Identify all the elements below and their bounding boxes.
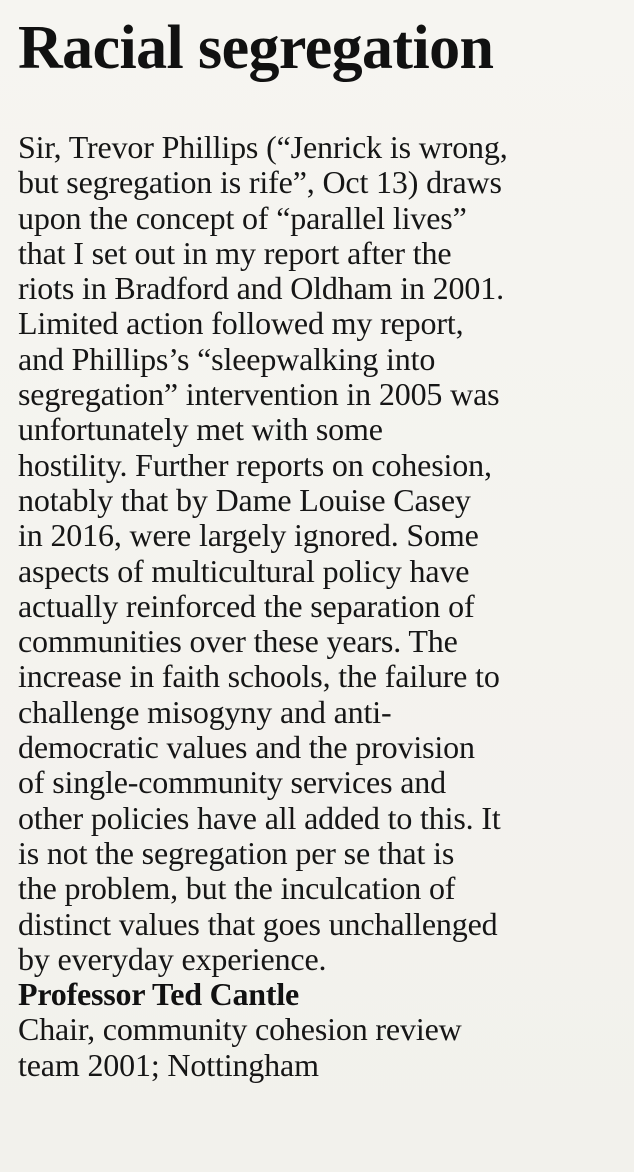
body-line: Sir, Trevor Phillips (“Jenrick is wrong,	[18, 129, 508, 165]
body-line: the problem, but the inculcation of	[18, 870, 456, 907]
body-line: upon the concept of “parallel lives”	[18, 199, 467, 236]
body-line: but segregation is rife”, Oct 13) draws	[18, 164, 502, 201]
body-line: riots in Bradford and Oldham in 2001.	[18, 270, 504, 307]
body-line: challenge misogyny and anti-	[18, 693, 392, 730]
author-title-line: Chair, community cohesion review	[18, 1011, 462, 1048]
body-line: democratic values and the provision	[18, 729, 475, 766]
headline: Racial segregation	[18, 14, 494, 82]
author-name: Professor Ted Cantle	[18, 976, 300, 1013]
body-line: other policies have all added to this. It	[18, 799, 501, 836]
body-line: aspects of multicultural policy have	[18, 552, 470, 589]
body-line: communities over these years. The	[18, 623, 458, 660]
body-line: increase in faith schools, the failure to	[18, 658, 500, 695]
letter-body	[18, 130, 634, 1083]
body-line: is not the segregation per se that is	[18, 834, 455, 871]
body-line: actually reinforced the separation of	[18, 587, 475, 624]
body-line: that I set out in my report after the	[18, 234, 452, 271]
body-line: notably that by Dame Louise Casey	[18, 481, 471, 518]
body-line: by everyday experience.	[18, 940, 327, 977]
body-line: unfortunately met with some	[18, 411, 383, 448]
body-line: in 2016, were largely ignored. Some	[18, 517, 479, 554]
body-line: and Phillips’s “sleepwalking into	[18, 340, 436, 377]
body-line: Limited action followed my report,	[18, 305, 464, 342]
body-line: segregation” intervention in 2005 was	[18, 376, 500, 413]
author-title-line: team 2001; Nottingham	[18, 1046, 319, 1083]
body-line: hostility. Further reports on cohesion,	[18, 446, 492, 483]
body-line: of single-community services and	[18, 764, 446, 801]
body-line: distinct values that goes unchallenged	[18, 905, 498, 942]
